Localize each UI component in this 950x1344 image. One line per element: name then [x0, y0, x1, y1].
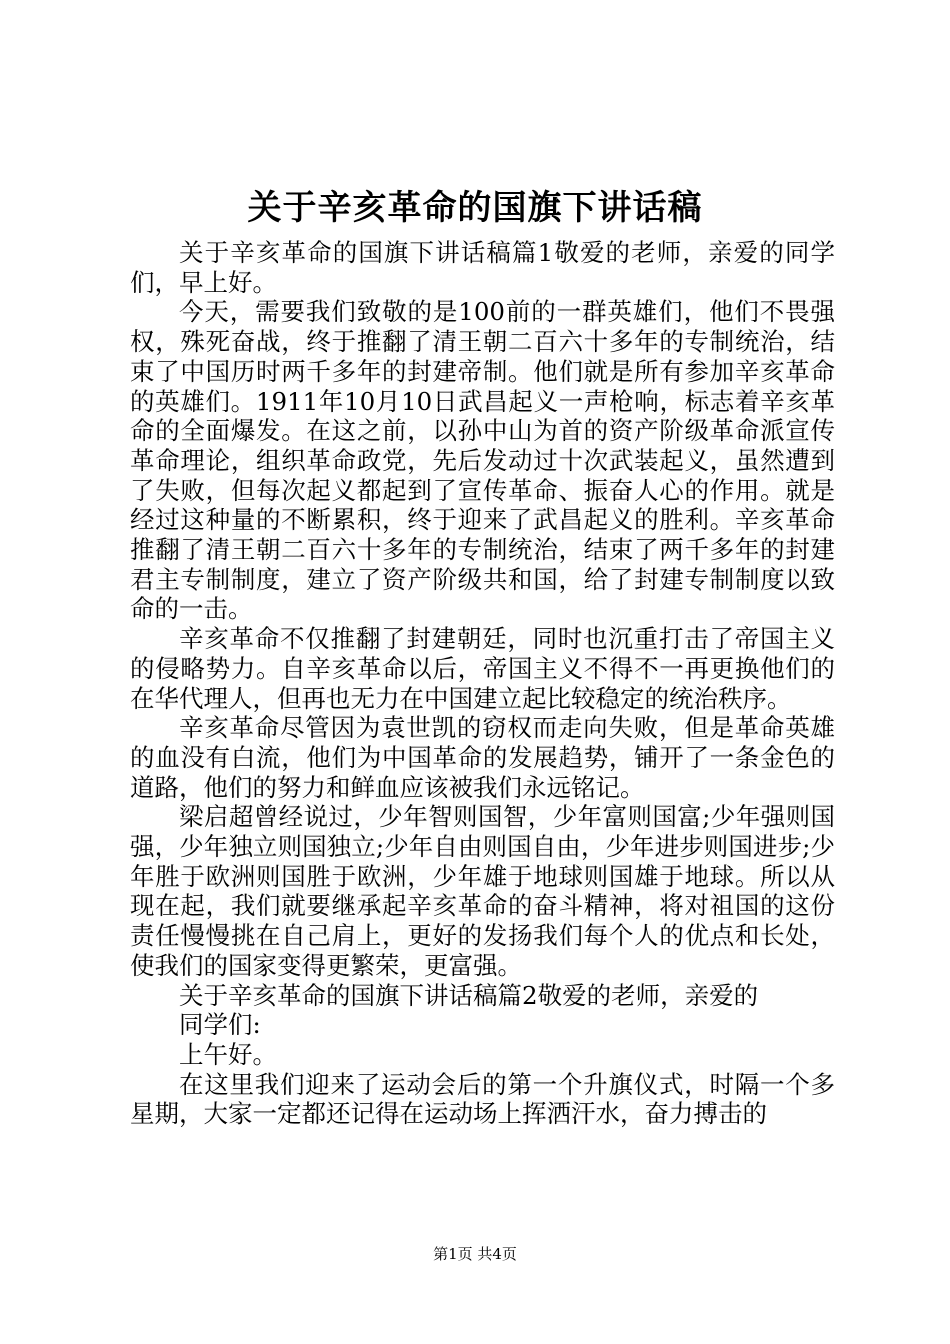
paragraph: 今天，需要我们致敬的是100前的一群英雄们，他们不畏强权，殊死奋战，终于推翻了清王朝二百六十多年的专制统治，结束了中国历时两千多年的封建帝制。他们就是所有参加辛亥革命的英雄们。1911年10月10日武昌起义一声枪响，标志着辛亥革命的全面爆发。在这之前，以孙中山为首的资产阶级革命派宣传革命理论，组织革命政党，先后发动过十次武装起义，虽然遭到了失败，但每次起义都起到了宣传革命、振奋人心的作用。就是经过这种量的不断累积，终于迎来了武昌起义的胜利。辛亥革命推翻了清王朝二百六十多年的专制统治，结束了两千多年的封建君主专制制度，建立了资产阶级共和国，给了封建专制制度以致命的一击。	[130, 297, 835, 624]
paragraph: 辛亥革命不仅推翻了封建朝廷，同时也沉重打击了帝国主义的侵略势力。自辛亥革命以后，帝国主义不得不一再更换他们的在华代理人，但再也无力在中国建立起比较稳定的统治秩序。	[130, 624, 835, 713]
document-title: 关于辛亥革命的国旗下讲话稿	[247, 188, 703, 228]
paragraph: 在这里我们迎来了运动会后的第一个升旗仪式，时隔一个多星期，大家一定都还记得在运动场上挥洒汗水，奋力搏击的	[130, 1069, 835, 1129]
paragraph: 关于辛亥革命的国旗下讲话稿篇1敬爱的老师，亲爱的同学们，早上好。	[130, 238, 835, 297]
page-footer: 第1页 共4页	[433, 1245, 517, 1263]
paragraph: 辛亥革命尽管因为袁世凯的窃权而走向失败，但是革命英雄的血没有白流，他们为中国革命的发展趋势，铺开了一条金色的道路，他们的努力和鲜血应该被我们永远铭记。	[130, 713, 835, 802]
paragraph: 上午好。	[179, 1039, 277, 1069]
paragraph: 梁启超曾经说过，少年智则国智，少年富则国富;少年强则国强，少年独立则国独立;少年自由则国自由，少年进步则国进步;少年胜于欧洲则国胜于欧洲，少年雄于地球则国雄于地球。所以从现在起，我们就要继承起辛亥革命的奋斗精神，将对祖国的这份责任慢慢挑在自己肩上，更好的发扬我们每个人的优点和长处，使我们的国家变得更繁荣，更富强。	[130, 802, 835, 980]
paragraph: 同学们:	[179, 1010, 261, 1040]
document-body	[130, 238, 835, 1129]
paragraph: 关于辛亥革命的国旗下讲话稿篇2敬爱的老师，亲爱的	[179, 980, 759, 1010]
